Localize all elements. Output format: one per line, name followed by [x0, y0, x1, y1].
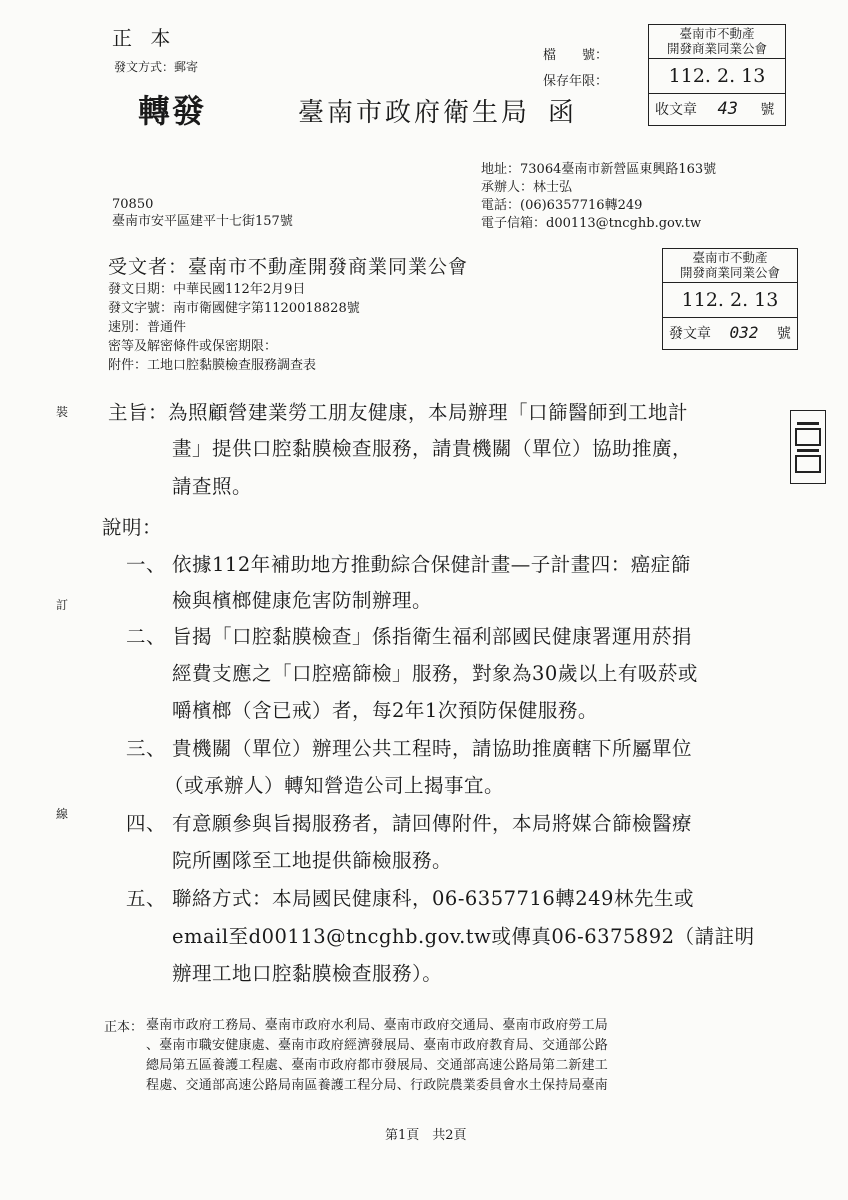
- attachment: 附件：工地口腔黏膜檢查服務調查表: [108, 358, 317, 373]
- item-4-line-1: 有意願參與旨揭服務者，請回傳附件，本局將媒合篩檢醫療: [172, 812, 693, 835]
- receive-stamp-label: 收文章: [655, 102, 697, 118]
- subject-line-2: 畫」提供口腔黏膜檢查服務，請貴機關（單位）協助推廣，: [172, 437, 693, 460]
- receive-stamp-date: 112. 2. 13: [649, 59, 785, 94]
- receive-stamp: [648, 24, 786, 126]
- copy-type: 正 本: [112, 26, 177, 50]
- receive-stamp-org-line2: 開發商業同業公會: [666, 41, 767, 56]
- binding-mark-xian: 線: [56, 807, 69, 821]
- item-2-line-3: 嚼檳榔（含已戒）者，每2年1次預防保健服務。: [172, 699, 598, 722]
- dispatch-stamp-org-line2: 開發商業同業公會: [679, 265, 780, 280]
- issue-date: 發文日期：中華民國112年2月9日: [108, 282, 306, 297]
- dispatch-stamp-org-line1: 臺南市不動產: [692, 250, 768, 265]
- recipient-address: [112, 196, 293, 230]
- item-4-line-2: 院所團隊至工地提供篩檢服務。: [172, 849, 453, 872]
- speed-class: 速別：普通件: [108, 320, 187, 335]
- item-5-line-2: email至d00113@tncghb.gov.tw或傳真06-6375892（請註明: [172, 925, 755, 948]
- dispatch-stamp-number: 032: [729, 323, 759, 342]
- item-1-line-1: 依據112年補助地方推動綜合保健計畫—子計畫四：癌症篩: [172, 553, 691, 576]
- dispatch-stamp: [662, 248, 798, 350]
- item-5-line-1: 聯絡方式：本局國民健康科，06-6357716轉249林先生或: [172, 887, 694, 910]
- issue-number: 發文字號：南市衛國健字第1120018828號: [108, 301, 360, 316]
- item-3-number: 三、: [126, 737, 167, 760]
- item-2-line-2: 經費支應之「口腔癌篩檢」服務，對象為30歲以上有吸菸或: [172, 662, 698, 685]
- item-2-line-1: 旨揭「口腔黏膜檢查」係指衛生福利部國民健康署運用菸捐: [172, 625, 693, 648]
- explanation-label: 說明：: [102, 516, 163, 539]
- sender-phone: 電話：(06)6357716轉249: [481, 198, 643, 213]
- item-1-number: 一、: [126, 553, 167, 576]
- cc-label: 正本：: [104, 1020, 144, 1035]
- item-1-line-2: 檢與檳榔健康危害防制辦理。: [172, 589, 433, 612]
- cc-list: [146, 1016, 608, 1096]
- dispatch-stamp-suffix: 號: [776, 326, 791, 342]
- retention-label: 保存年限：: [543, 74, 609, 89]
- recipient-zip: 70850: [112, 197, 154, 212]
- forward-stamp: 轉發: [138, 92, 207, 130]
- side-seal-tab: [790, 410, 826, 484]
- send-method: 發文方式：郵寄: [114, 60, 199, 74]
- dispatch-stamp-date: 112. 2. 13: [663, 283, 797, 318]
- binding-mark-zhuang: 裝: [56, 405, 69, 419]
- sender-block: [481, 161, 716, 233]
- recipient: 受文者：臺南市不動產開發商業同業公會: [108, 256, 469, 278]
- subject-line-3: 請查照。: [172, 475, 253, 498]
- item-5-number: 五、: [126, 887, 167, 910]
- cc-line-2: 、臺南市職安健康處、臺南市政府經濟發展局、臺南市政府教育局、交通部公路: [146, 1038, 609, 1053]
- doc-type: 函: [548, 98, 575, 128]
- item-3-line-2: （或承辦人）轉知營造公司上揭事宜。: [164, 774, 505, 797]
- cc-line-1: 臺南市政府工務局、臺南市政府水利局、臺南市政府交通局、臺南市政府勞工局: [146, 1018, 609, 1033]
- cc-line-4: 程處、交通部高速公路局南區養護工程分局、行政院農業委員會水土保持局臺南: [146, 1078, 609, 1093]
- item-4-number: 四、: [126, 812, 167, 835]
- item-5-line-3: 辦理工地口腔黏膜檢查服務）。: [172, 962, 443, 985]
- receive-stamp-org-line1: 臺南市不動產: [679, 26, 755, 41]
- meta-block: [108, 280, 360, 375]
- item-2-number: 二、: [126, 625, 167, 648]
- file-number-label: 檔 號：: [543, 48, 609, 63]
- binding-mark-ding: 訂: [56, 598, 69, 612]
- secrecy-level: 密等及解密條件或保密期限：: [108, 339, 278, 354]
- agency-title: 臺南市政府衛生局: [298, 98, 531, 128]
- receive-stamp-suffix: 號: [760, 102, 775, 118]
- subject-line-1: 主旨：為照顧營建業勞工朋友健康，本局辦理「口篩醫師到工地計: [108, 401, 689, 424]
- sender-officer: 承辦人：林士弘: [481, 180, 573, 195]
- dispatch-stamp-label: 發文章: [669, 326, 711, 342]
- page-indicator: 第1頁 共2頁: [385, 1128, 467, 1143]
- item-3-line-1: 貴機關（單位）辦理公共工程時，請協助推廣轄下所屬單位: [172, 737, 693, 760]
- receive-stamp-number: 43: [717, 99, 738, 119]
- dispatch-stamp-number-row: [663, 318, 797, 348]
- sender-address: 地址：73064臺南市新營區東興路163號: [481, 162, 717, 177]
- sender-email: 電子信箱：d00113@tncghb.gov.tw: [481, 216, 702, 231]
- cc-line-3: 總局第五區養護工程處、臺南市政府都市發展局、交通部高速公路局第二新建工: [146, 1058, 609, 1073]
- receive-stamp-number-row: [649, 94, 785, 124]
- recipient-street: 臺南市安平區建平十七街157號: [112, 214, 293, 229]
